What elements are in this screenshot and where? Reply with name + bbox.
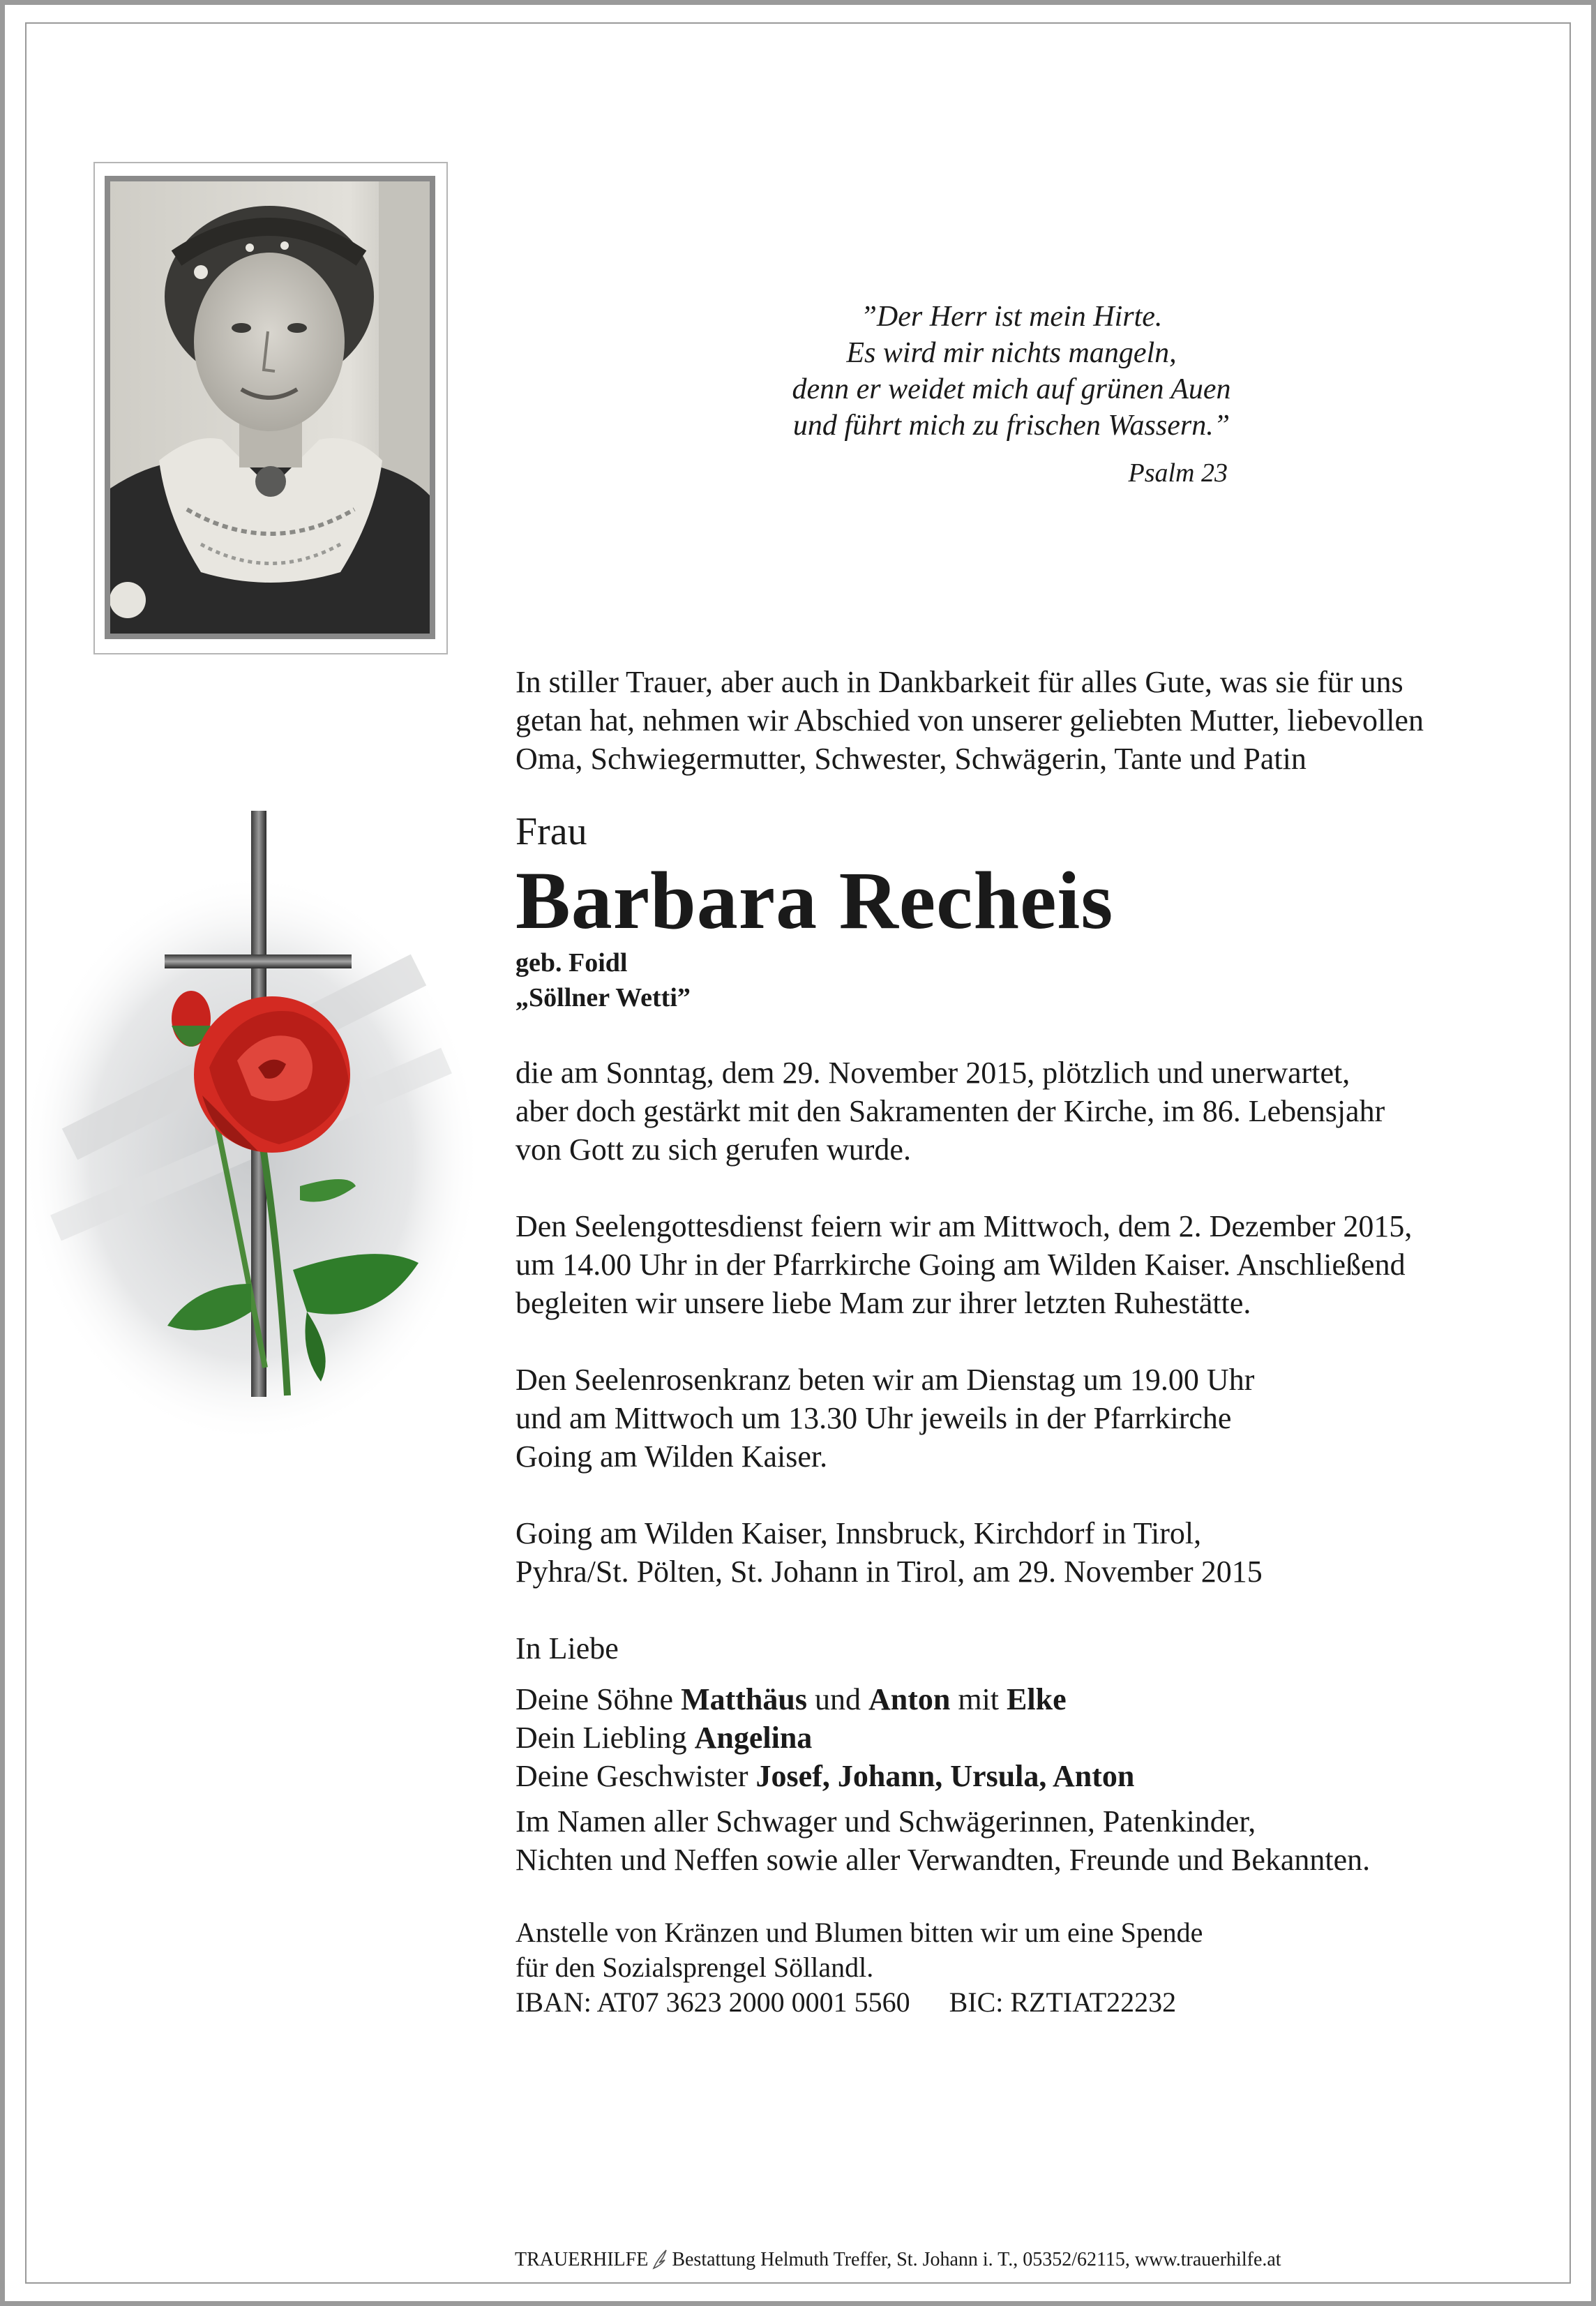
donation-line: Anstelle von Kränzen und Blumen bitten wir um eine Spende [515,1917,1203,1948]
death-line: von Gott zu sich gerufen wurde. [515,1132,911,1167]
portrait-photo [105,176,435,639]
places-line: Pyhra/St. Pölten, St. Johann in Tirol, am 29. November 2015 [515,1555,1263,1589]
birth-names [515,945,1548,1015]
psalm-line: denn er weidet mich auf grünen Auen [792,373,1231,405]
service-line: um 14.00 Uhr in der Pfarrkirche Going am Wilden Kaiser. Anschließend [515,1248,1406,1282]
service-line: Den Seelengottesdienst feiern wir am Mittwoch, dem 2. Dezember 2015, [515,1209,1413,1243]
favorite-line [515,1719,1548,1757]
places-line: Going am Wilden Kaiser, Innsbruck, Kirchdorf in Tirol, [515,1516,1202,1550]
son-name: Anton [868,1682,951,1716]
donation-line: für den Sozialsprengel Söllandl. [515,1952,874,1983]
siblings-prefix: Deine Geschwister [515,1759,748,1793]
favorite-name: Angelina [694,1721,813,1755]
death-paragraph [515,1054,1548,1169]
closing-phrase: In Liebe [515,1631,619,1665]
extended-family [515,1802,1548,1879]
favorite-prefix: Dein Liebling [515,1721,687,1755]
donation-note [515,1915,1548,2020]
extended-line: Im Namen aller Schwager und Schwägerinnen, Patenkinder, [515,1804,1256,1839]
portrait-mount [93,162,448,654]
conjunction: mit [958,1682,1000,1716]
deceased-name: Barbara Recheis [515,855,1114,946]
intro-line: In stiller Trauer, aber auch in Dankbarkeit für alles Gute, was sie für uns [515,665,1403,699]
intro-line: getan hat, nehmen wir Abschied von unserer geliebten Mutter, liebevollen [515,703,1424,738]
intro-line: Oma, Schwiegermutter, Schwester, Schwägerin, Tante und Patin [515,742,1307,776]
portrait-illustration [110,181,430,634]
psalm-line: ”Der Herr ist mein Hirte. [860,301,1163,333]
cross-with-rose-illustration [28,795,502,1479]
death-line: die am Sonntag, dem 29. November 2015, plötzlich und unerwartet, [515,1056,1350,1090]
psalm-line: Es wird mir nichts mangeln, [846,337,1177,369]
mourners-block [515,1629,1548,1879]
iban: IBAN: AT07 3623 2000 0001 5560 [515,1986,910,2018]
places-paragraph [515,1514,1548,1591]
service-line: begleiten wir unsere liebe Mam zur ihrer letzten Ruhestätte. [515,1286,1251,1320]
obituary-text [515,663,1548,2020]
psalm-quote [725,299,1297,444]
rosary-line: und am Mittwoch um 13.30 Uhr jeweils in der Pfarrkirche [515,1401,1232,1435]
intro-paragraph [515,663,1548,778]
sons-line [515,1680,1548,1719]
cross-icon [28,795,502,1479]
service-paragraph [515,1207,1548,1322]
psalm-line: und führt mich zu frischen Wassern.” [792,410,1230,442]
partner-name: Elke [1007,1682,1067,1716]
siblings-line [515,1757,1548,1795]
extended-line: Nichten und Neffen sowie aller Verwandten, Freunde und Bekannten. [515,1843,1371,1877]
rosary-line: Den Seelenrosenkranz beten wir am Dienstag um 19.00 Uhr [515,1363,1255,1397]
conjunction: und [814,1682,861,1716]
salutation: Frau [515,810,587,853]
death-line: aber doch gestärkt mit den Sakramenten der Kirche, im 86. Lebensjahr [515,1094,1385,1128]
survivors-list [515,1680,1548,1795]
son-name: Matthäus [681,1682,807,1716]
feather-logo-icon [651,2249,669,2270]
footer-text: Bestattung Helmuth Treffer, St. Johann i. T., 05352/62115, www.trauerhilfe.at [672,2249,1281,2270]
nickname: „Söllner Wetti” [515,983,691,1012]
footer-brand: TRAUERHILFE [515,2249,649,2270]
rosary-paragraph [515,1361,1548,1476]
birth-name: geb. Foidl [515,948,628,978]
bic: BIC: RZTIAT22232 [949,1986,1177,2018]
psalm-source: Psalm 23 [1128,458,1228,488]
footer-imprint [515,2248,1281,2272]
siblings-names: Josef, Johann, Ursula, Anton [755,1759,1135,1793]
sons-prefix: Deine Söhne [515,1682,674,1716]
rosary-line: Going am Wilden Kaiser. [515,1439,828,1474]
bank-details [515,1985,1548,2020]
